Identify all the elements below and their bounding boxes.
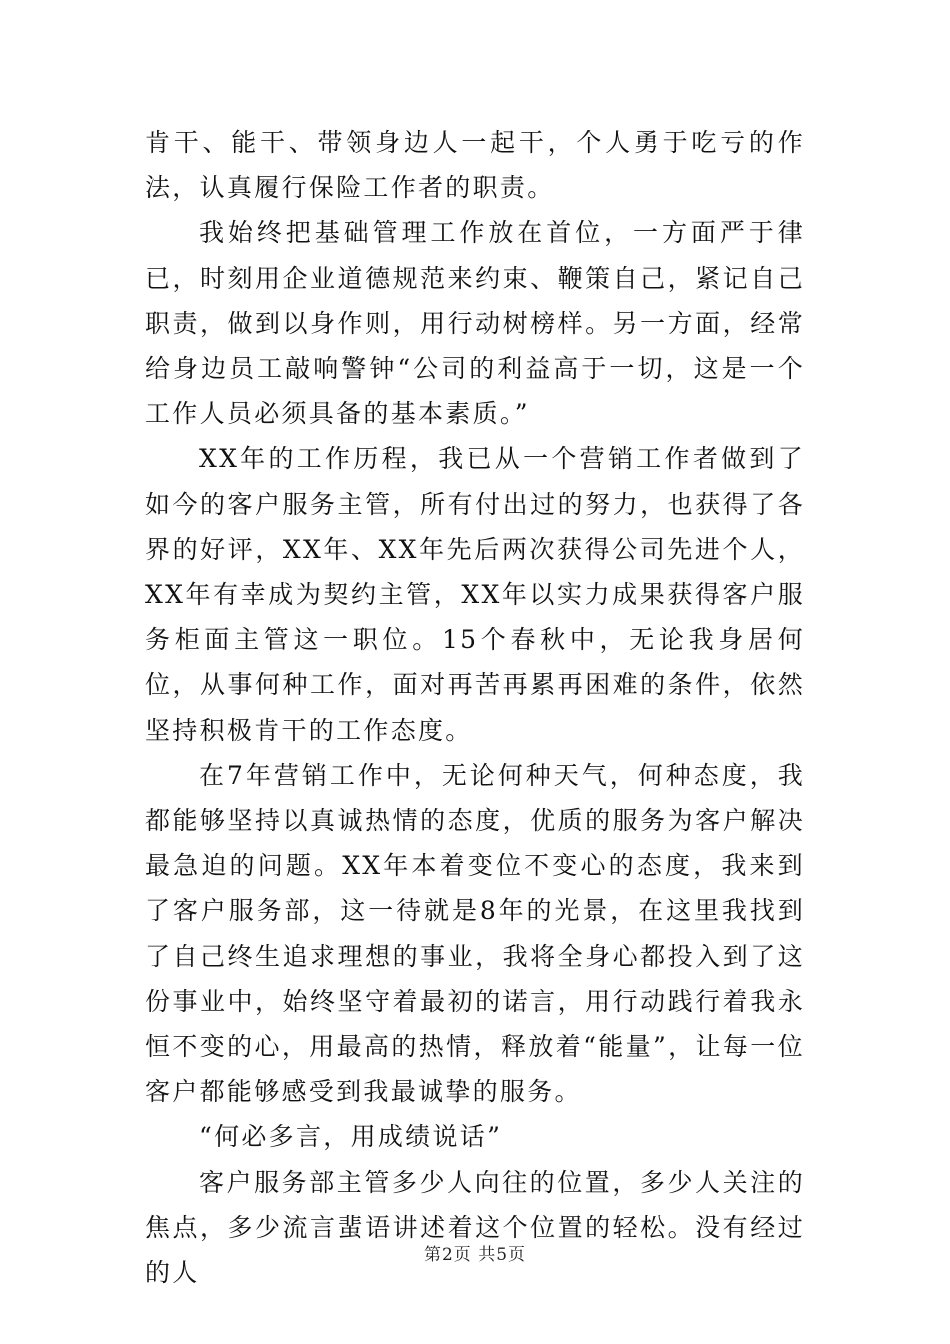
paragraph-section-heading: “何必多言，用成绩说话” bbox=[199, 1122, 503, 1152]
page-number-footer: 第2页 共5页 bbox=[423, 1245, 527, 1265]
paragraph-supervisor-role: 客户服务部主管多少人向往的位置，多少人关注的焦点，多少流言蜚语讲述着这个位置的轻松。没有经过的人 bbox=[145, 1167, 805, 1288]
paragraph-marketing-years: 在7年营销工作中，无论何种天气，何种态度，我都能够坚持以真诚热情的态度，优质的服务为客户解决最急迫的问题。XX年本着变位不变心的态度，我来到了客户服务部，这一待就是8年的光景，在这里我找到了自己终生追求理想的事业，我将全身心都投入到了这份事业中，始终坚守着最初的诺言，用行动践行着我永恒不变的心，用最高的热情，释放着“能量”，让每一位客户都能够感受到我最诚挚的服务。 bbox=[145, 760, 805, 1107]
paragraph-work-history: XX年的工作历程，我已从一个营销工作者做到了如今的客户服务主管，所有付出过的努力，也获得了各界的好评，XX年、XX年先后两次获得公司先进个人，XX年有幸成为契约主管，XX年以实力成果获得客户服务柜面主管这一职位。15个春秋中，无论我身居何位，从事何种工作，面对再苦再累再困难的条件，依然坚持积极肯干的工作态度。 bbox=[145, 444, 805, 745]
paragraph-basic-management: 我始终把基础管理工作放在首位，一方面严于律已，时刻用企业道德规范来约束、鞭策自己，紧记自己职责，做到以身作则，用行动树榜样。另一方面，经常给身边员工敲响警钟“公司的利益高于一切，这是一个工作人员必须具备的基本素质。” bbox=[145, 218, 805, 429]
document-body bbox=[145, 120, 805, 1295]
paragraph-continuation: 肯干、能干、带领身边人一起干，个人勇于吃亏的作法，认真履行保险工作者的职责。 bbox=[145, 128, 805, 203]
